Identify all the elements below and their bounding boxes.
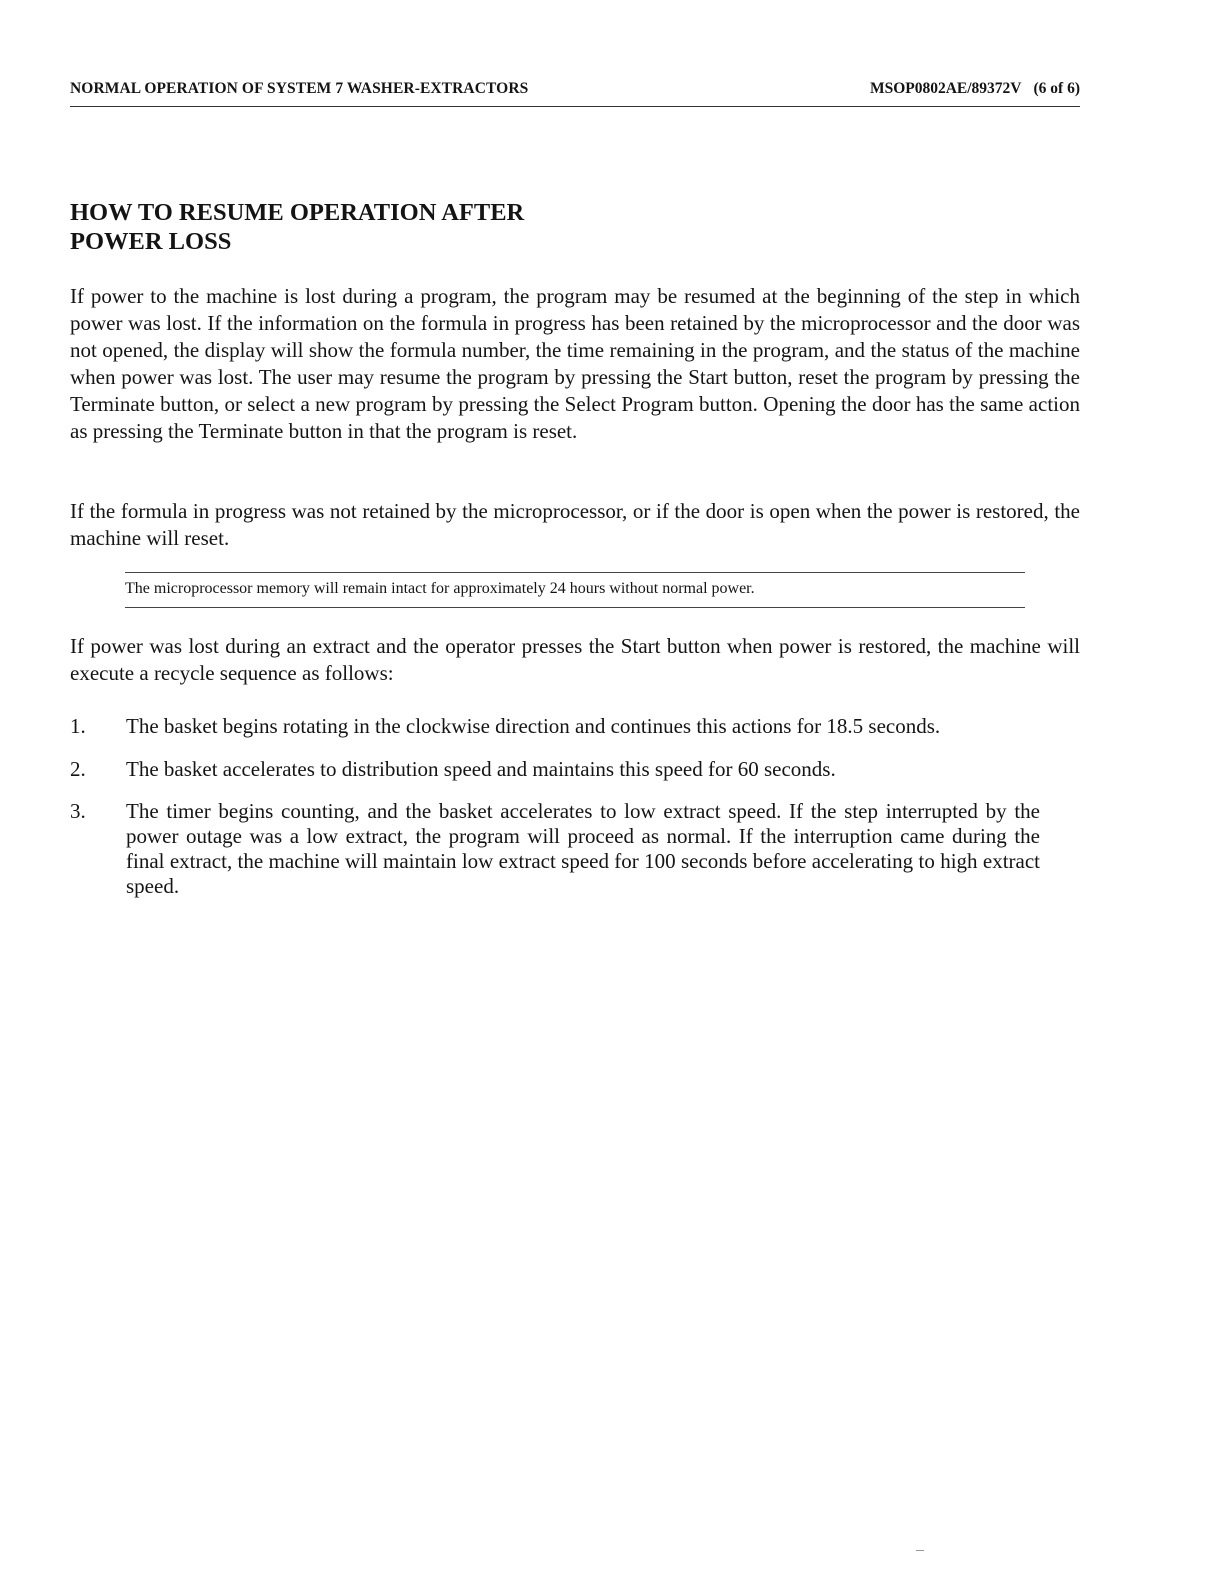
list-item	[70, 714, 1040, 739]
recycle-sequence-list	[70, 714, 1040, 917]
step-text: The basket begins rotating in the clockwise direction and continues this actions for 18.5 seconds.	[126, 714, 941, 738]
page-header	[70, 80, 1080, 107]
document-number: MSOP0802AE/89372V	[869, 80, 1022, 97]
memory-note-text: The microprocessor memory will remain intact for approximately 24 hours without normal power.	[125, 580, 755, 597]
section-heading-line-2: POWER LOSS	[70, 228, 232, 255]
page-number: (6 of 6)	[1033, 80, 1080, 97]
paragraph-recycle-intro: If power was lost during an extract and the operator presses the Start button when power is restored, the machine will execute a recycle sequence as follows:	[70, 634, 1080, 685]
step-number: 3.	[70, 799, 86, 823]
list-item	[70, 799, 1040, 899]
paragraph-resume-program: If power to the machine is lost during a program, the program may be resumed at the beginning of the step in which power was lost. If the information on the formula in progress has been retained by the microprocessor and the door was not opened, the display will show the formula number, the time remaining in the program, and the status of the machine when power was lost. The user may resume the program by pressing the Start button, reset the program by pressing the Terminate button, or select a new program by pressing the Select Program button. Opening the door has the same action as pressing the Terminate button in that the program is reset.	[70, 284, 1080, 443]
scan-artifact-mark	[916, 1550, 924, 1551]
step-text: The timer begins counting, and the basket accelerates to low extract speed. If the step interrupted by the power outage was a low extract, the program will proceed as normal. If the interruption came during the final extract, the machine will maintain low extract speed for 100 seconds before accelerating to high extract speed.	[126, 799, 1040, 898]
section-heading-line-1: HOW TO RESUME OPERATION AFTER	[70, 199, 525, 226]
step-text: The basket accelerates to distribution speed and maintains this speed for 60 seconds.	[126, 757, 836, 781]
header-section-title: NORMAL OPERATION OF SYSTEM 7 WASHER-EXTRACTORS	[70, 80, 529, 97]
memory-note-box	[125, 572, 1025, 608]
section-heading	[70, 198, 770, 256]
header-document-id	[870, 80, 1080, 98]
paragraph-reset-condition: If the formula in progress was not retained by the microprocessor, or if the door is open when the power is restored, the machine will reset.	[70, 499, 1080, 550]
step-number: 1.	[70, 714, 86, 738]
list-item	[70, 757, 1040, 782]
step-number: 2.	[70, 757, 86, 781]
